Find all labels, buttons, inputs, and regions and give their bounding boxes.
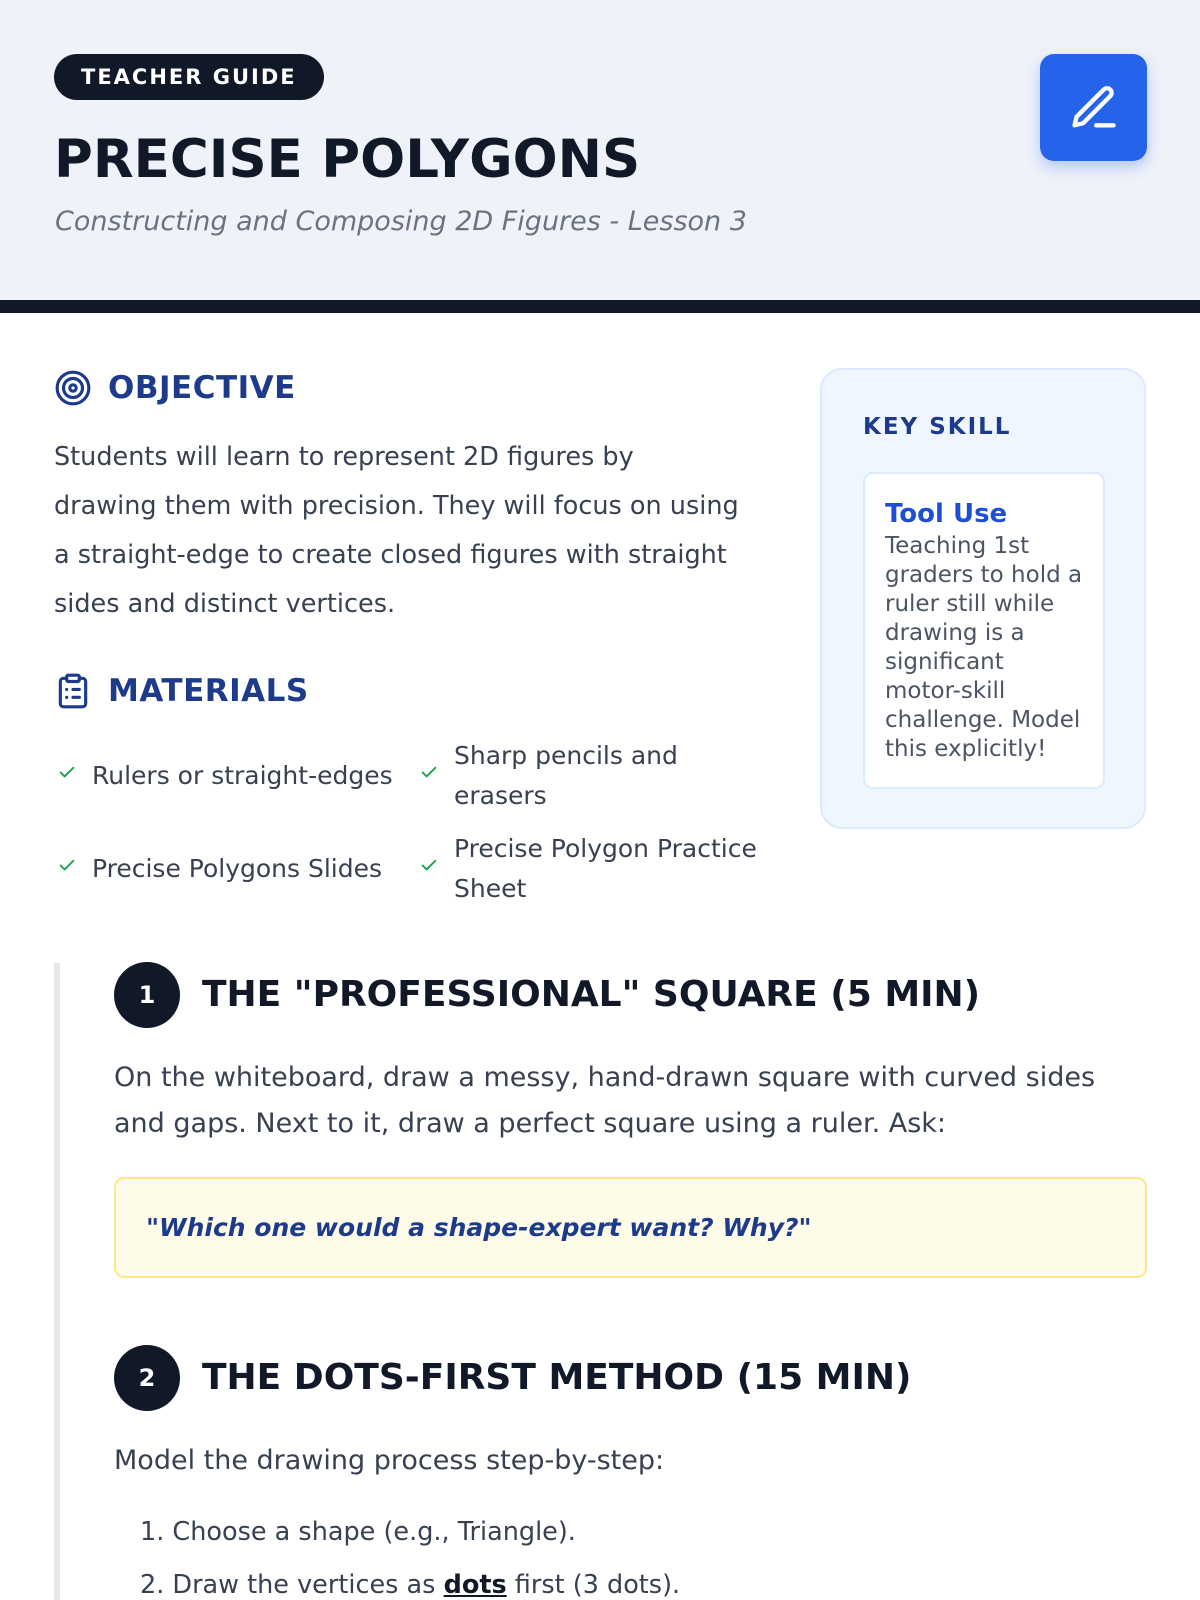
- check-icon: [416, 756, 442, 782]
- steps-timeline-bar: [54, 963, 60, 1600]
- step-text: Model the drawing process step-by-step:: [114, 1445, 665, 1476]
- check-icon: [416, 849, 442, 875]
- step-number-badge: 1: [114, 962, 180, 1028]
- objective-heading-label: OBJECTIVE: [108, 370, 296, 406]
- key-skill-card: [863, 472, 1105, 789]
- target-icon: [54, 369, 92, 407]
- check-icon: [54, 756, 80, 782]
- material-label: Sharp pencils and erasers: [454, 741, 678, 810]
- header-divider: [0, 300, 1200, 313]
- emphasis-word: dots: [443, 1570, 507, 1600]
- list-item-text: 2. Draw the vertices as: [140, 1570, 444, 1600]
- material-label: Rulers or straight-edges: [92, 761, 393, 790]
- pencil-icon: [1068, 82, 1120, 134]
- page-title: PRECISE POLYGONS: [54, 129, 641, 190]
- material-item: [416, 829, 776, 909]
- materials-heading: [54, 672, 309, 710]
- key-skill-text: Teaching 1st graders to hold a ruler still while drawing is a significant motor-skill challenge. Model this explicitly!: [885, 533, 1083, 762]
- clipboard-icon: [54, 672, 92, 710]
- key-skill-label: KEY SKILL: [863, 414, 1012, 440]
- objective-text: Students will learn to represent 2D figures by drawing them with precision. They will focus on using a straight-edge to create closed figures with straight sides and distinct vertices.: [54, 442, 739, 619]
- material-label: Precise Polygons Slides: [92, 854, 383, 883]
- list-item: 1. Choose a shape (e.g., Triangle).: [140, 1517, 576, 1547]
- material-item: [54, 849, 414, 889]
- material-item: [54, 756, 414, 796]
- objective-heading: [54, 369, 296, 407]
- teacher-guide-badge: TEACHER GUIDE: [54, 54, 324, 100]
- check-icon: [54, 849, 80, 875]
- materials-heading-label: MATERIALS: [108, 673, 309, 709]
- quote-text: "Which one would a shape-expert want? Why?": [146, 1213, 812, 1242]
- list-item-text: first (3 dots).: [506, 1570, 681, 1600]
- list-item: [140, 1565, 680, 1600]
- page-subtitle: Constructing and Composing 2D Figures - Lesson 3: [55, 206, 747, 237]
- step-text: On the whiteboard, draw a messy, hand-drawn square with curved sides and gaps. Next to it, draw a perfect square using a ruler. Ask:: [114, 1062, 1096, 1139]
- step-number-badge: 2: [114, 1345, 180, 1411]
- edit-button[interactable]: [1040, 54, 1147, 161]
- material-label: Precise Polygon Practice Sheet: [454, 834, 757, 903]
- material-item: [416, 736, 756, 816]
- step-title: THE DOTS-FIRST METHOD (15 MIN): [202, 1357, 912, 1398]
- key-skill-panel: [820, 368, 1146, 829]
- discussion-quote: [114, 1177, 1147, 1278]
- step-title: THE "PROFESSIONAL" SQUARE (5 MIN): [202, 974, 981, 1015]
- key-skill-title: Tool Use: [885, 499, 1008, 529]
- lesson-header: [0, 0, 1200, 300]
